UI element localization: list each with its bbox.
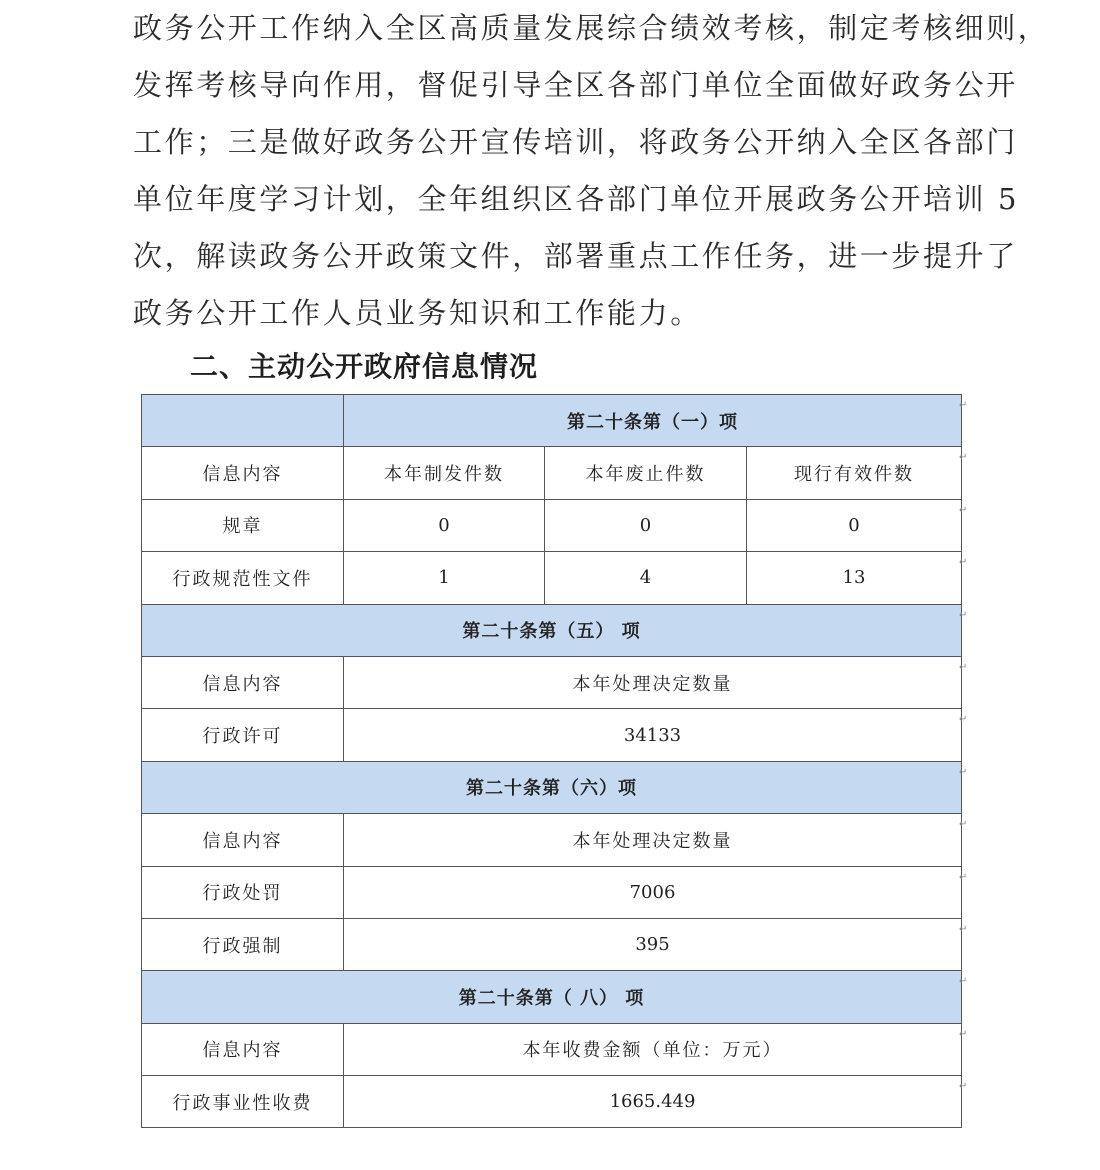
table-row xyxy=(142,709,962,761)
valid-count: 13 xyxy=(747,552,962,604)
return-mark-icon: ↵ xyxy=(959,1081,968,1093)
row-label: 行政强制 xyxy=(142,918,344,970)
body-line: 发挥考核导向作用，督促引导全区各部门单位全面做好政务公开 xyxy=(133,68,1018,102)
row-label: 行政规范性文件 xyxy=(142,552,344,604)
return-mark-icon: ↵ xyxy=(959,819,968,831)
body-line: 工作；三是做好政务公开宣传培训，将政务公开纳入全区各部门 xyxy=(133,125,1018,159)
table-header-row xyxy=(142,814,962,866)
disclosure-table xyxy=(141,394,962,1128)
return-mark-icon: ↵ xyxy=(959,871,968,883)
table-row xyxy=(142,1076,962,1128)
table-header-row xyxy=(142,656,962,708)
table-header-row xyxy=(142,1023,962,1075)
return-mark-icon: ↵ xyxy=(959,661,968,673)
table-section-header xyxy=(142,971,962,1023)
body-line: 政务公开工作纳入全区高质量发展综合绩效考核，制定考核细则， xyxy=(133,11,1050,45)
return-mark-icon: ↵ xyxy=(959,400,968,411)
return-mark-icon: ↵ xyxy=(959,976,968,988)
section-title-art8: 第二十条第（ 八） 项 xyxy=(142,971,962,1023)
body-line: 单位年度学习计划，全年组织区各部门单位开展政务公开培训 5 xyxy=(133,182,1020,216)
return-mark-icon: ↵ xyxy=(959,766,968,778)
decision-count: 7006 xyxy=(344,866,962,918)
section-title-art6: 第二十条第（六）项 xyxy=(142,761,962,813)
body-line: 政务公开工作人员业务知识和工作能力。 xyxy=(133,296,702,330)
table-row xyxy=(142,499,962,551)
column-header: 本年处理决定数量 xyxy=(344,656,962,708)
column-header: 本年处理决定数量 xyxy=(344,814,962,866)
return-mark-icon: ↵ xyxy=(959,923,968,935)
return-mark-icon: ↵ xyxy=(959,609,968,621)
body-paragraph xyxy=(133,0,1050,342)
return-mark-icon: ↵ xyxy=(959,714,968,726)
table-section-header xyxy=(142,395,962,447)
section-title-art1: 第二十条第（一）项 xyxy=(344,395,962,447)
column-header: 信息内容 xyxy=(142,656,344,708)
return-mark-icon: ↵ xyxy=(959,557,968,569)
return-mark-icon: ↵ xyxy=(959,1028,968,1040)
column-header: 本年废止件数 xyxy=(545,447,747,499)
column-header: 信息内容 xyxy=(142,447,344,499)
column-header: 本年制发件数 xyxy=(344,447,545,499)
empty-header-cell xyxy=(142,395,344,447)
table-row xyxy=(142,866,962,918)
table-row xyxy=(142,552,962,604)
body-line: 次，解读政务公开政策文件，部署重点工作任务，进一步提升了 xyxy=(133,239,1018,273)
table-section-header xyxy=(142,604,962,656)
repealed-count: 0 xyxy=(545,499,747,551)
column-header: 信息内容 xyxy=(142,1023,344,1075)
row-label: 规章 xyxy=(142,499,344,551)
row-label: 行政许可 xyxy=(142,709,344,761)
row-label: 行政事业性收费 xyxy=(142,1076,344,1128)
section-title-art5: 第二十条第（五） 项 xyxy=(142,604,962,656)
section-heading: 二、主动公开政府信息情况 xyxy=(190,350,539,383)
table-section-header xyxy=(142,761,962,813)
column-header: 信息内容 xyxy=(142,814,344,866)
row-label: 行政处罚 xyxy=(142,866,344,918)
return-mark-icon: ↵ xyxy=(959,452,968,464)
table-row xyxy=(142,918,962,970)
repealed-count: 4 xyxy=(545,552,747,604)
fee-amount: 1665.449 xyxy=(344,1076,962,1128)
decision-count: 34133 xyxy=(344,709,962,761)
table-header-row xyxy=(142,447,962,499)
issued-count: 1 xyxy=(344,552,545,604)
decision-count: 395 xyxy=(344,918,962,970)
issued-count: 0 xyxy=(344,499,545,551)
column-header: 本年收费金额（单位：万元） xyxy=(344,1023,962,1075)
valid-count: 0 xyxy=(747,499,962,551)
column-header: 现行有效件数 xyxy=(747,447,962,499)
return-mark-icon: ↵ xyxy=(959,504,968,516)
